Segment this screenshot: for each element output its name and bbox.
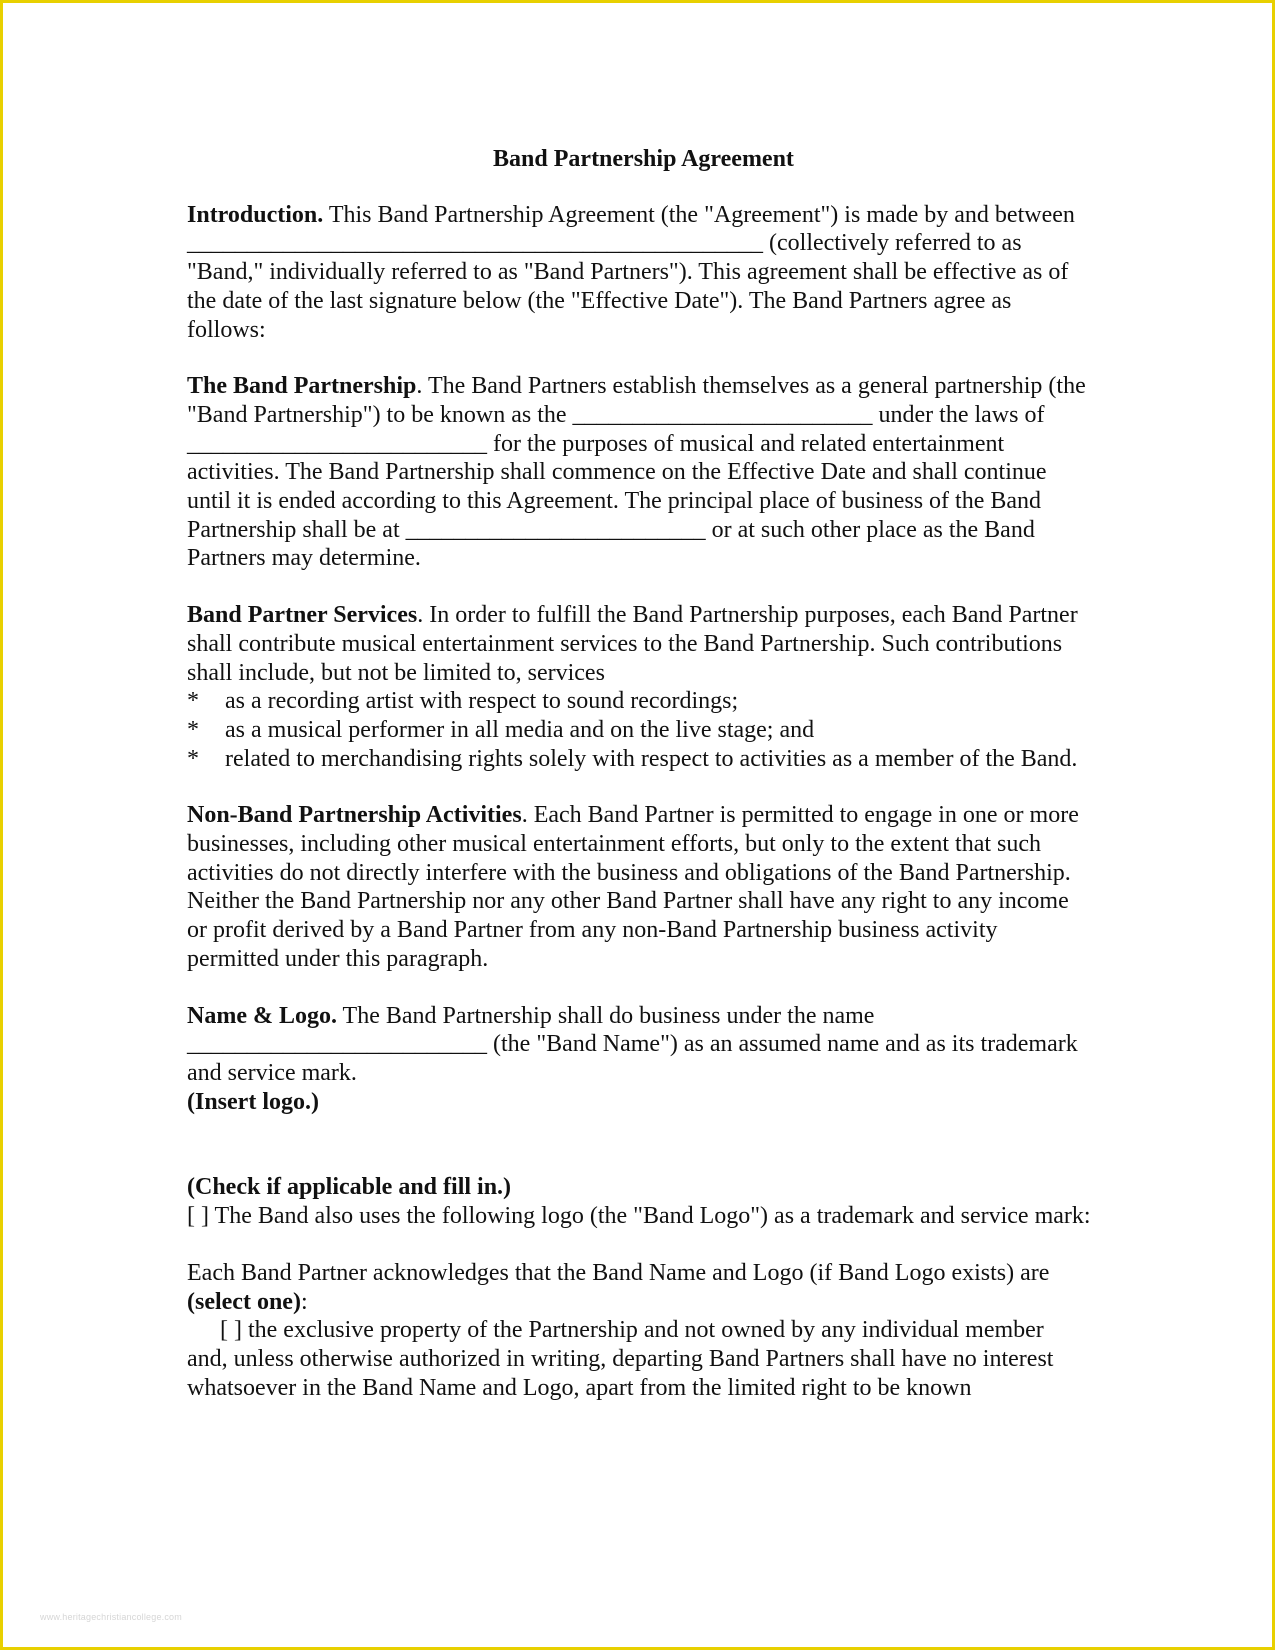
exclusive-property-option-continued: and, unless otherwise authorized in writing, departing Band Partners shall have no interest whatsoever in the Band Name and Logo, apart from the limited right to be known xyxy=(187,1345,1054,1401)
band-partnership-text: . The Band Partners establish themselves as a general partnership (the "Band Partnership") to be known as the _________________________ under the laws of _________________________ for the purposes of musical and related entertainment activities. The Band Partnership shall commence on the Effective Date and shall continue until it is ended according to this Agreement. The principal place of business of the Band Partnership shall be at _________________________ or at such other place as the Band Partners may determine. xyxy=(187,373,1086,572)
non-band-activities-text: . Each Band Partner is permitted to engage in one or more businesses, including other musical entertainment efforts, but only to the extent that such activities do not directly interfere with the business and obligations of the Band Partnership. Neither the Band Partnership nor any other Band Partner shall have any right to any income or profit derived by a Band Partner from any non-Band Partnership business activity permitted under this paragraph. xyxy=(187,802,1079,972)
exclusive-property-option: [ ] the exclusive property of the Partnership and not owned by any individual member xyxy=(220,1317,1044,1344)
bullet-text: related to merchandising rights solely with respect to activities as a member of the Band. xyxy=(225,745,1078,772)
select-one-colon: : xyxy=(300,1288,308,1315)
name-logo-paragraph xyxy=(187,1002,1092,1088)
bullet-mark: * xyxy=(187,745,199,772)
band-partnership-paragraph xyxy=(187,372,1092,573)
logo-placeholder-space xyxy=(187,1116,1092,1173)
introduction-text: This Band Partnership Agreement (the "Agreement") is made by and between ________________________________________________ (collectively referred to as "Band," individually referred to as "Band Partners"). This agreement shall be effective as of the date of the last signature below (the "Effective Date"). The Band Partners agree as follows: xyxy=(187,201,1075,343)
bullet-text: as a musical performer in all media and on the live stage; and xyxy=(225,716,815,743)
band-partner-services-text: . In order to fulfill the Band Partnership purposes, each Band Partner shall contribute musical entertainment services to the Band Partnership. Such contributions shall include, but not be limited to, services xyxy=(187,602,1078,686)
non-band-activities-paragraph xyxy=(187,801,1092,973)
list-item xyxy=(187,687,1092,716)
introduction-paragraph xyxy=(187,201,1092,345)
acknowledge-text: Each Band Partner acknowledges that the Band Name and Logo (if Band Logo exists) are xyxy=(187,1259,1050,1286)
bullet-text: as a recording artist with respect to sound recordings; xyxy=(225,688,739,715)
name-logo-heading: Name & Logo. xyxy=(187,1002,337,1029)
bullet-mark: * xyxy=(187,688,199,715)
list-item xyxy=(187,745,1092,774)
acknowledge-paragraph xyxy=(187,1259,1092,1316)
check-if-applicable-heading: (Check if applicable and fill in.) xyxy=(187,1174,512,1201)
band-partnership-heading: The Band Partnership xyxy=(187,373,417,400)
name-logo-text: The Band Partnership shall do business under the name _________________________ (the "Band Name") as an assumed name and as its trademark and service mark. xyxy=(187,1002,1078,1086)
non-band-activities-heading: Non-Band Partnership Activities xyxy=(187,802,522,829)
list-item xyxy=(187,716,1092,745)
watermark-text: www.heritagechristiancollege.com xyxy=(40,1612,182,1622)
document-body xyxy=(187,145,1092,1402)
document-title: Band Partnership Agreement xyxy=(493,146,794,172)
select-one-label: (select one) xyxy=(187,1288,301,1315)
insert-logo-note: (Insert logo.) xyxy=(187,1088,319,1115)
band-logo-checkbox-text: [ ] The Band also uses the following logo (the "Band Logo") as a trademark and service mark: xyxy=(187,1203,1091,1230)
band-partner-services-paragraph xyxy=(187,601,1092,687)
bullet-mark: * xyxy=(187,716,199,743)
band-partner-services-heading: Band Partner Services xyxy=(187,602,418,629)
introduction-heading: Introduction. xyxy=(187,201,324,228)
services-bullet-list xyxy=(187,687,1092,773)
